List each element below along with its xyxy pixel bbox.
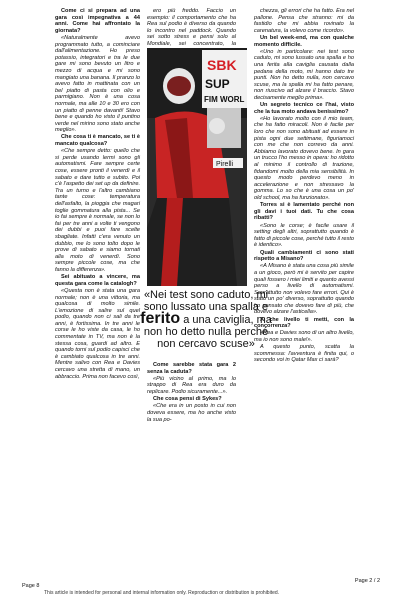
interview-question: Che cosa pensi di Sykes? — [153, 396, 222, 403]
interview-question: Un bel week-end, ma con qualche momento difficile. — [254, 34, 354, 48]
pull-quote-part1: «Nei test sono caduto, mi sono lussato una spalla e — [143, 289, 269, 313]
rider-podium-photo — [147, 48, 247, 286]
interview-answer: ero più freddo. Faccio un esempio: il comportamento che ha Rea sul podio è diverso da quando lo incontro nel paddock. Quando sei sotto stress e pensi solo al Mondiale, sei concentrato, la — [147, 8, 236, 47]
article-photo — [147, 48, 247, 286]
article-column-1 — [55, 8, 140, 590]
interview-question: Quali cambiamenti ci sono stati rispetto a Misano? — [254, 249, 354, 263]
interview-answer: «Questa non è stata una gara normale; non è una vittoria, ma qualcosa di molto simile. L'emozione di salire sul quel podio, quando non ci sali da tre anni, è fortissima. In tre anni le corse le ho viste da casa, le ho commentate in TV, ma non è la stessa cosa, guardi ad altro. E quando torni sul podio capisci che è cambiato qualcosa in tre anni. Mentre salivo con Rea e Davies cercavo una stretta di mano, un abbraccio. Prima non facevo così, — [55, 287, 140, 380]
sponsor-logo-bottom: FIM WORL — [204, 95, 245, 104]
interview-answer: «Che era in un posto in cui non doveva essere, ma ho anche visto la sua po- — [147, 403, 236, 423]
pull-quote-highlight: ferito — [140, 310, 181, 327]
sponsor-logo-top: SBK — [207, 57, 237, 73]
pull-quote-part2: a una caviglia, ma non ho detto nulla perché non cercavo scuse» — [143, 314, 272, 350]
page-number: Page 8 — [22, 583, 40, 589]
interview-answer: «A Misano è stata una cosa più simile a un gioco, però mi è servito per capire quali fossero i miei limiti e quanto avessi perso a livello di automatismi. Soprattutto non volevo fare errori. Qui è stato un po' diverso, soprattutto quando ho pensato che dovevo fare di più, che dovevo alzare l'asticella». — [254, 263, 354, 316]
page-of-count: Page 2 / 2 — [354, 578, 380, 584]
svg-text:Pirelli: Pirelli — [216, 161, 234, 168]
interview-question: Che cosa ti è mancato, se ti è mancato qualcosa? — [55, 134, 140, 148]
interview-answer: chezza, gli errori che ha fatto. Era nel pallone. Pensa che stranno: mi da fastidio che mi abbia rovinato la carenatura, la volevo come ricordo». — [254, 8, 354, 34]
interview-answer: «Uno in particolare: nei test sono caduto, mi sono lussato una spalla e ho una ferita alla caviglia causata dalla pedana della moto, mi hanno dato tre punti. Non ho detto nulla, non cercavo scuse, ma la spalla mi ha fatto penare, non riuscivo ad alzare il braccio. Stavo decisamente meglio prima». — [254, 48, 354, 101]
sponsor-logo-mid: SUP — [205, 77, 230, 91]
interview-question: Un segreto tecnico ce l'hai, visto che la tua moto andava benissimo? — [254, 102, 354, 115]
interview-answer: «Che sempre detto: quello che si perde usando lermi sono gli automatismi. Fare sempre certe cose, essere pronti il venerdì e il sabato e dare tutto e subito. Poi c'è l'aspetto dei set up da definire. Tra un turno e l'altro cambiano tante cose: temperatura dell'asfalto, la pioggia che magari toglie gommatura alla pista... Se io fai sempre è normale, se non lo fai per tre anni a volte ti vengono dei dubbi e puoi fare scelte sbagliate. Infatti c'era venuto un dubbio, me lo sono tolto dopo le prove di sabato e siamo tornati alla moto di venerdì. Sono sempre piccole cose, ma che fanno la differenza». — [55, 148, 140, 273]
interview-question: Come ci si prepara ad una gara così impegnativa a 44 anni. Come hai affrontato la giornata? — [55, 8, 140, 34]
interview-answer: «Ho lavorato molto con il mio team, che ha fatto miracoli. Non è facile per loro che non sono abituati ad essere in pista ogni due settimane, figuriamoci con me che non correvo da anni. Abbiamo lavorato dovevo bene. In gara un trucco l'ho messo in opera: ho ridotto al minimo il controllo di trazione, fidandomi molto della mia sensibilità. In questo modo perdevo meno in accelerazione e non stressavo la gomma. Lo so che è una cosa un po' old school, ma ha funzionato». — [254, 115, 354, 201]
interview-question: A che livello ti metti, con la concorrenza? — [254, 316, 354, 330]
article-column-3 — [254, 8, 354, 590]
interview-answer: «Più vicino al primo, ma lo strappo di Rea era duro da replicare. Podio sicuramente...». — [147, 375, 236, 395]
interview-question: Come sarebbe stata gara 2 senza la caduta? — [147, 362, 236, 375]
interview-question: Sei abituato a vincere, ma questa gara come la catalogh? — [55, 274, 140, 287]
article-column-2-top — [147, 8, 236, 45]
interview-answer: «Sono le corse; è facile usare il setting degli altri, soprattutto quando è fatto di piccole cose, perché tutto il resto è identico». — [254, 222, 354, 249]
article-column-2-bottom — [147, 362, 236, 590]
interview-answer: «Rea e Davies sono di un altro livello, ma io non sono male!». — [254, 330, 354, 344]
interview-answer: «Naturalmente avevo programmato tutto, a cominciare dall'alimentazione. Ho preso potassio, integratori e tra le due gare mi sono bevuto un litro e mezzo di acqua e mi sono mangiato una banana. Il pranzo lo avevo fatto in mattinata con un bel piatto di pasta con olio e parmigiano. Non è una cosa normale, ma alle 10 e 30 ero con un piatto di penne davanti! Stavo bene e quando ho visto il puntino verde nel mirino sono stato anche meglio». — [55, 34, 140, 134]
disclaimer-text: This article is intended for personal and internal information only. Reproduction or distribution is prohibited. — [44, 590, 280, 596]
interview-question: Torres si è lamentato perché non gli davi i tuoi dati. Tu che cosa ribatti? — [254, 202, 354, 222]
interview-answer: A questo punto, scatta la scommessa: l'avventura è finita qui, o secondo voi in Qatar Max ci sarà? — [254, 344, 354, 364]
